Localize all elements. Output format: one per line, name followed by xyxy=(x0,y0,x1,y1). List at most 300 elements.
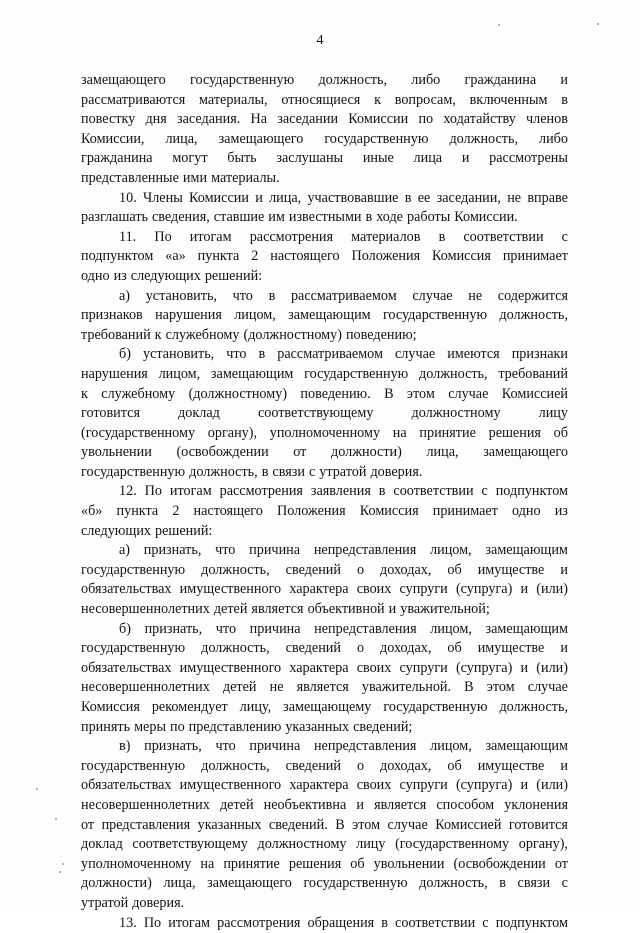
text-line xyxy=(81,169,568,189)
word: замещающим xyxy=(485,738,568,755)
text-line xyxy=(81,463,568,483)
word: имуществе xyxy=(477,561,545,578)
word: соответствии xyxy=(395,914,476,931)
word: причина xyxy=(249,620,301,637)
text-line xyxy=(81,737,568,757)
word: замещающего xyxy=(207,875,292,892)
word: ставшие xyxy=(213,209,265,226)
word: должностному xyxy=(257,836,347,853)
word: непредставления xyxy=(313,738,417,755)
text-line xyxy=(81,71,568,91)
word: к xyxy=(81,385,88,402)
word: должность, xyxy=(499,699,568,715)
word: принимает xyxy=(432,503,498,520)
word: итогам xyxy=(169,483,212,500)
word: требований xyxy=(81,326,151,343)
word: известными xyxy=(288,209,362,226)
scan-speck xyxy=(55,818,57,820)
word: Комиссия xyxy=(432,248,491,265)
word: утратой xyxy=(319,463,367,480)
word: имущественного xyxy=(179,659,282,676)
word: Члены xyxy=(143,189,183,206)
word: По xyxy=(144,483,162,500)
word: (должностному) xyxy=(188,385,288,402)
word: к xyxy=(374,91,381,108)
word: им xyxy=(268,209,285,226)
word: членов xyxy=(526,111,568,128)
word: соответствующему xyxy=(132,836,248,853)
word: необъективна xyxy=(263,796,347,813)
word: является xyxy=(296,679,349,696)
word: и xyxy=(560,72,568,88)
text-line xyxy=(81,443,568,463)
word: замещающего xyxy=(483,444,568,461)
word: с xyxy=(481,483,488,500)
text-line xyxy=(81,385,568,405)
text-line xyxy=(81,698,568,718)
word: разглашать xyxy=(81,209,148,226)
word: Комиссия xyxy=(359,503,419,520)
word: а) xyxy=(119,287,131,304)
word: материалы, xyxy=(199,91,268,108)
word: должность, xyxy=(189,463,258,480)
word: связи xyxy=(272,463,305,480)
word: связи xyxy=(517,875,551,892)
word: от xyxy=(81,816,95,833)
word: рассматриваются xyxy=(81,91,186,108)
word: и xyxy=(388,601,397,618)
word: замещающего xyxy=(81,72,166,88)
word: этом xyxy=(406,385,435,402)
word: рассмотрены xyxy=(489,150,568,167)
word: Положения xyxy=(277,503,346,520)
text-line xyxy=(81,816,568,836)
word: в xyxy=(261,463,269,480)
word: и xyxy=(560,561,568,578)
word: от xyxy=(293,444,307,461)
word: заявления xyxy=(310,483,371,500)
word: к xyxy=(154,326,162,343)
word: следующих xyxy=(81,522,152,539)
word: замещающим xyxy=(485,620,568,637)
word: и xyxy=(520,777,529,794)
word: Комиссией xyxy=(501,385,568,402)
word: является xyxy=(374,796,427,813)
word: государственную xyxy=(81,640,186,657)
word: относящиеся xyxy=(281,91,361,108)
word: уважительной; xyxy=(400,601,490,618)
word: своих xyxy=(356,581,392,598)
word: Положения xyxy=(351,248,421,265)
word: на xyxy=(392,424,407,441)
word: несовершеннолетних xyxy=(81,679,210,696)
text-line xyxy=(81,855,568,875)
word: случае xyxy=(412,287,453,304)
word: способом xyxy=(436,796,495,813)
word: ходе xyxy=(376,209,403,226)
word: участвовавшие xyxy=(307,189,399,206)
word: из xyxy=(554,503,568,520)
word: Комиссия xyxy=(81,699,140,715)
word: дня xyxy=(145,111,167,128)
word: в xyxy=(381,914,388,931)
word: не xyxy=(507,189,522,206)
word: служебному xyxy=(165,326,240,343)
word: либо xyxy=(538,130,568,147)
word: должность, xyxy=(449,130,518,147)
text-line xyxy=(81,620,568,640)
text-line xyxy=(81,541,568,561)
word: 2 xyxy=(172,503,180,520)
word: поведению; xyxy=(345,326,417,343)
word: доходах, xyxy=(380,640,432,657)
word: содержится xyxy=(497,287,568,304)
word: По xyxy=(143,914,162,931)
word: в xyxy=(561,91,568,108)
word: б) xyxy=(119,620,131,637)
word: должность, xyxy=(201,561,270,578)
word: уполномоченному xyxy=(269,424,381,441)
word: случае xyxy=(387,816,428,833)
word: об xyxy=(350,855,365,872)
word: (или) xyxy=(536,777,568,794)
word: должность, xyxy=(201,640,270,657)
word: случае xyxy=(448,385,489,402)
scan-speck xyxy=(597,23,599,25)
word: требований xyxy=(498,365,568,382)
word: представленные xyxy=(81,169,179,186)
word: характера xyxy=(289,659,349,676)
word: и xyxy=(520,581,529,598)
word: (супруга) xyxy=(455,581,513,598)
word: На xyxy=(250,111,268,128)
word: 12. xyxy=(119,483,137,500)
text-line xyxy=(81,600,568,620)
word: б) xyxy=(119,346,131,363)
page-number: 4 xyxy=(316,33,324,48)
word: в xyxy=(404,189,412,206)
text-line xyxy=(81,874,568,894)
word: с xyxy=(561,875,568,892)
word: представления xyxy=(101,816,191,833)
word: государственную xyxy=(382,307,488,324)
word: должности) xyxy=(330,444,402,461)
word: с xyxy=(561,228,568,245)
word: в xyxy=(365,209,373,226)
word: увольнении xyxy=(81,444,152,461)
word: иные xyxy=(362,150,394,167)
word: об xyxy=(553,424,568,441)
word: признаки xyxy=(511,346,568,363)
word: рекомендует xyxy=(151,699,228,715)
word: сведений; xyxy=(353,718,413,735)
scan-speck xyxy=(498,24,500,26)
word: и xyxy=(560,640,568,657)
word: вопросам, xyxy=(394,91,456,108)
word: 10. xyxy=(119,189,137,206)
word: лицу xyxy=(538,405,568,422)
text-line xyxy=(81,287,568,307)
word: государственную xyxy=(81,463,186,480)
text-line xyxy=(81,678,568,698)
body-text xyxy=(81,71,568,933)
word: итогам xyxy=(189,228,232,245)
word: должность, xyxy=(419,875,488,892)
word: сведений xyxy=(285,561,341,578)
word: В xyxy=(335,816,345,833)
word: этом xyxy=(352,816,381,833)
word: государственную xyxy=(81,757,186,774)
word: причина xyxy=(249,738,301,755)
word: материалов xyxy=(351,228,421,245)
word: случае xyxy=(395,346,436,363)
word: итогам xyxy=(168,914,211,931)
word: государственную xyxy=(324,130,429,147)
text-line xyxy=(81,149,568,169)
word: лица, xyxy=(269,189,302,206)
word: лицом, xyxy=(158,365,201,382)
word: должность, xyxy=(419,365,488,382)
text-line xyxy=(81,835,568,855)
word: решения xyxy=(488,424,541,441)
word: гражданина xyxy=(464,72,537,88)
text-line xyxy=(81,228,568,248)
word: ее xyxy=(417,189,431,206)
text-line xyxy=(81,91,568,111)
word: настоящего xyxy=(270,248,340,265)
word: должностному xyxy=(411,405,501,422)
word: подпунктом xyxy=(81,248,154,265)
word: представлению xyxy=(188,718,282,735)
word: заседания. xyxy=(177,111,241,128)
word: (государственному xyxy=(395,836,510,853)
text-line xyxy=(81,404,568,424)
word: соответствующему xyxy=(257,405,374,422)
word: имущественного xyxy=(179,777,282,794)
word: готовится xyxy=(81,405,140,422)
word: служебному xyxy=(101,385,176,402)
word: несовершеннолетних xyxy=(81,796,210,813)
word: признаков xyxy=(81,307,143,324)
word: утратой xyxy=(81,894,129,911)
scan-speck xyxy=(36,788,38,790)
word: сведений. xyxy=(268,816,328,833)
word: замещающим xyxy=(210,365,294,382)
word: По xyxy=(154,228,172,245)
word: Комиссией xyxy=(435,816,502,833)
word: лица, xyxy=(165,130,198,147)
word: замещающим xyxy=(288,307,371,324)
word: уполномоченному xyxy=(81,855,192,872)
word: в) xyxy=(119,738,131,755)
word: следующих xyxy=(130,267,201,284)
word: принять xyxy=(81,718,131,735)
word: (должностному) xyxy=(243,326,342,343)
word: о xyxy=(356,561,365,578)
word: и xyxy=(461,150,470,167)
word: что xyxy=(215,738,236,755)
word: причина xyxy=(249,542,301,559)
word: В xyxy=(464,679,474,696)
word: сведений xyxy=(285,640,341,657)
word: решений: xyxy=(155,522,213,539)
word: не xyxy=(468,287,483,304)
word: замещающему xyxy=(283,699,372,715)
word: ими xyxy=(182,169,208,186)
word: супруги xyxy=(399,659,448,676)
word: характера xyxy=(289,581,349,598)
word: доклад xyxy=(81,836,123,853)
word: лица, xyxy=(163,875,196,892)
word: рассматриваемом xyxy=(277,346,383,363)
word: одно xyxy=(81,267,110,284)
word: принятие xyxy=(419,424,476,441)
word: объективной xyxy=(307,601,385,618)
word: детей xyxy=(213,601,248,618)
word: заслушаны xyxy=(276,150,344,167)
word: нарушения xyxy=(155,307,222,324)
word: из xyxy=(113,267,127,284)
word: (или) xyxy=(536,581,568,598)
word: увольнении xyxy=(373,855,445,872)
word: (супруга) xyxy=(455,659,513,676)
word: в xyxy=(258,346,266,363)
word: сведения, xyxy=(152,209,210,226)
word: что xyxy=(215,620,237,637)
word: обязательствах xyxy=(81,777,172,794)
text-line xyxy=(81,482,568,502)
text-line xyxy=(81,561,568,581)
word: должность, xyxy=(318,72,387,88)
word: соответствии xyxy=(463,228,544,245)
word: лицом, xyxy=(430,542,472,559)
text-line xyxy=(81,659,568,679)
word: указанных xyxy=(197,816,262,833)
word: подпунктом xyxy=(495,914,568,931)
text-line xyxy=(81,345,568,365)
word: одно xyxy=(512,503,541,520)
word: непредставления xyxy=(313,542,417,559)
word: имеются xyxy=(447,346,500,363)
word: рассмотрения xyxy=(249,228,334,245)
word: на xyxy=(200,855,215,872)
word: в xyxy=(438,228,446,245)
word: рассмотрения xyxy=(217,914,301,931)
word: доходах, xyxy=(380,757,432,774)
word: нарушения xyxy=(81,365,148,382)
word: государственную xyxy=(81,561,186,578)
word: имущественного xyxy=(179,581,282,598)
word: обращения xyxy=(307,914,375,931)
word: рассмотрения xyxy=(219,483,303,500)
word: случае xyxy=(527,679,568,696)
word: установить, xyxy=(145,287,217,304)
word: вправе xyxy=(527,189,568,206)
word: Комиссии xyxy=(189,189,249,206)
word: сведений xyxy=(285,757,341,774)
word: лица xyxy=(413,150,443,167)
word: и xyxy=(356,796,364,813)
word: государственную xyxy=(303,875,408,892)
word: 13. xyxy=(119,914,137,931)
text-line xyxy=(81,718,568,738)
word: решения xyxy=(288,855,342,872)
word: об xyxy=(447,561,462,578)
word: характера xyxy=(289,777,349,794)
word: пункта xyxy=(197,248,240,265)
word: установить, xyxy=(142,346,215,363)
word: этом xyxy=(486,679,515,696)
word: не xyxy=(269,679,284,696)
text-line xyxy=(81,894,568,914)
word: об xyxy=(447,640,462,657)
word: заседании xyxy=(277,111,339,128)
word: рассматриваемом xyxy=(290,287,397,304)
word: доклад xyxy=(178,405,220,422)
word: лицом, xyxy=(430,620,472,637)
word: признать, xyxy=(144,620,203,637)
word: государственную xyxy=(304,365,409,382)
word: 2 xyxy=(251,248,259,265)
word: своих xyxy=(356,659,392,676)
word: принимает xyxy=(502,248,568,265)
text-line xyxy=(81,639,568,659)
text-line xyxy=(81,796,568,816)
word: в xyxy=(268,287,276,304)
scan-speck xyxy=(62,863,64,865)
word: должности) xyxy=(81,875,152,892)
word: Комиссии, xyxy=(81,130,145,147)
word: непредставления xyxy=(314,620,417,637)
word: что xyxy=(232,287,253,304)
word: имуществе xyxy=(477,640,545,657)
text-line xyxy=(81,757,568,777)
scan-speck xyxy=(59,871,61,873)
word: должность, xyxy=(499,307,568,324)
word: ходатайству xyxy=(443,111,516,128)
word: (освобождении xyxy=(176,444,269,461)
word: заседании, xyxy=(436,189,501,206)
text-line xyxy=(81,326,568,346)
word: от xyxy=(554,855,568,872)
text-line xyxy=(81,522,568,542)
text-line xyxy=(81,365,568,385)
word: в xyxy=(378,483,386,500)
word: меры xyxy=(134,718,166,735)
word: уклонения xyxy=(504,796,568,813)
word: и xyxy=(560,757,568,774)
word: указанных xyxy=(285,718,350,735)
word: готовится xyxy=(508,816,568,833)
word: детей xyxy=(222,679,257,696)
word: с xyxy=(482,914,489,931)
word: повестку xyxy=(81,111,136,128)
word: гражданина xyxy=(81,150,153,167)
word: (освобождении xyxy=(453,855,546,872)
word: является xyxy=(251,601,304,618)
word: пункта xyxy=(116,503,159,520)
text-line xyxy=(81,130,568,150)
word: признать, xyxy=(144,738,202,755)
word: что xyxy=(226,346,247,363)
word: лицом, xyxy=(234,307,276,324)
text-line xyxy=(81,247,568,267)
word: доходах, xyxy=(380,561,432,578)
word: 11. xyxy=(119,228,137,245)
word: органу), xyxy=(207,424,258,441)
word: по xyxy=(418,111,434,128)
word: решений: xyxy=(204,267,263,284)
